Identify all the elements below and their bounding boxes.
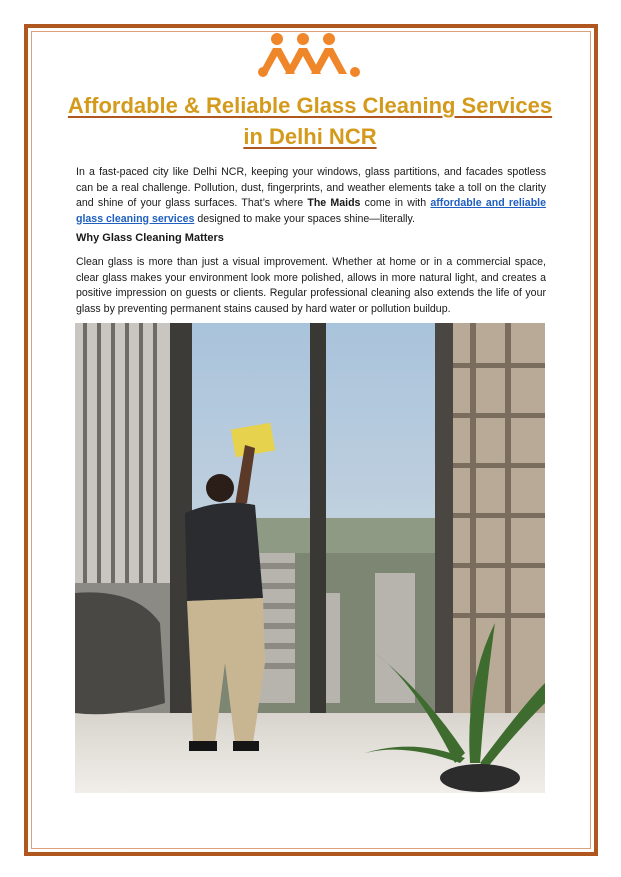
intro-paragraph	[76, 165, 546, 227]
intro-text-end: designed to make your spaces shine—literally.	[194, 212, 415, 225]
intro-text: In a fast-paced city like Delhi NCR, keeping your windows, glass partitions, and facades spotless can be a real challenge. Pollution, dust, fingerprints, and weather elements take a toll on the clarity and shine of your glass surfaces. That’s where	[76, 166, 546, 209]
brand-name: The Maids	[307, 197, 361, 209]
title-line-1: Affordable & Reliable Glass Cleaning Services	[67, 93, 553, 118]
section-heading: Why Glass Cleaning Matters	[76, 232, 224, 244]
the-maids-logo-icon	[255, 30, 365, 78]
intro-text-mid: come in with	[360, 197, 431, 209]
glass-cleaning-services-link[interactable]: affordable and reliable glass cleaning services	[76, 197, 547, 225]
page-title	[60, 90, 560, 152]
window-cleaning-photo	[75, 323, 545, 793]
section-body: Clean glass is more than just a visual improvement. Whether at home or in a commercial space, clear glass makes your environment look more polished, allows in more natural light, and creates a positive impression on guests or clients. Regular professional cleaning also extends the life of your glass by preventing permanent stains caused by hard water or pollution buildup.	[76, 256, 546, 315]
title-line-2: in Delhi NCR	[243, 124, 377, 149]
